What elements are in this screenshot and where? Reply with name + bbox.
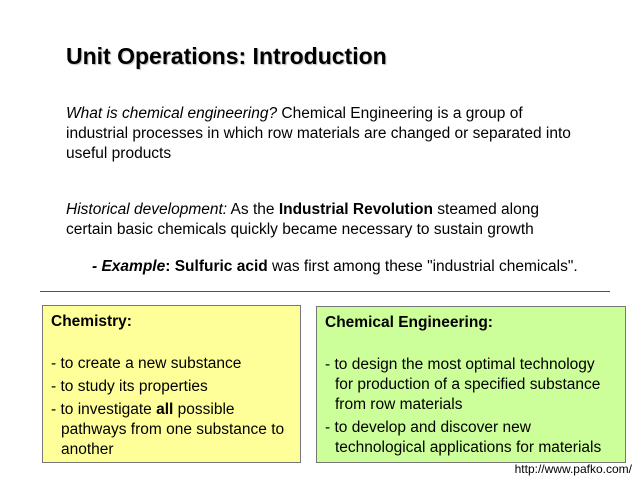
item-bold: all — [156, 401, 174, 418]
item-text: - to investigate — [51, 401, 157, 418]
history-text-pre: As the — [227, 201, 279, 218]
industrial-revolution: Industrial Revolution — [278, 201, 433, 218]
example-label: - Example — [92, 258, 166, 275]
chemistry-heading: Chemistry: — [51, 313, 132, 330]
history-text-post: steamed along certain basic chemicals quickly became necessary to sustain growth — [66, 201, 539, 238]
item-text: possible pathways from one substance to another — [61, 401, 285, 458]
list-item: - to study its properties — [51, 378, 208, 395]
chemistry-box — [42, 305, 301, 463]
divider — [40, 291, 610, 292]
definition-paragraph — [66, 104, 586, 164]
chemical-engineering-box — [316, 306, 626, 463]
history-label: Historical development: — [66, 201, 228, 218]
example-text: was first among these "industrial chemicals". — [267, 258, 578, 275]
definition-label: What is chemical engineering? — [66, 105, 278, 122]
slide-title: Unit Operations: Introduction — [66, 43, 387, 69]
list-item: - to develop and discover new technological applications for materials — [325, 419, 602, 456]
list-item — [51, 400, 292, 460]
sulfuric-acid: Sulfuric acid — [174, 258, 268, 275]
example-colon: : — [165, 258, 175, 275]
definition-text: Chemical Engineering is a group of industrial processes in which row materials are changed or separated into useful products — [66, 105, 571, 162]
source-url: http://www.pafko.com/ — [514, 462, 632, 476]
list-item: - to design the most optimal technology for production of a specified substance from row materials — [325, 356, 601, 413]
list-item: - to create a new substance — [51, 355, 242, 372]
example-line — [92, 258, 578, 276]
chemical-engineering-heading: Chemical Engineering: — [325, 314, 493, 331]
history-paragraph — [66, 200, 586, 240]
